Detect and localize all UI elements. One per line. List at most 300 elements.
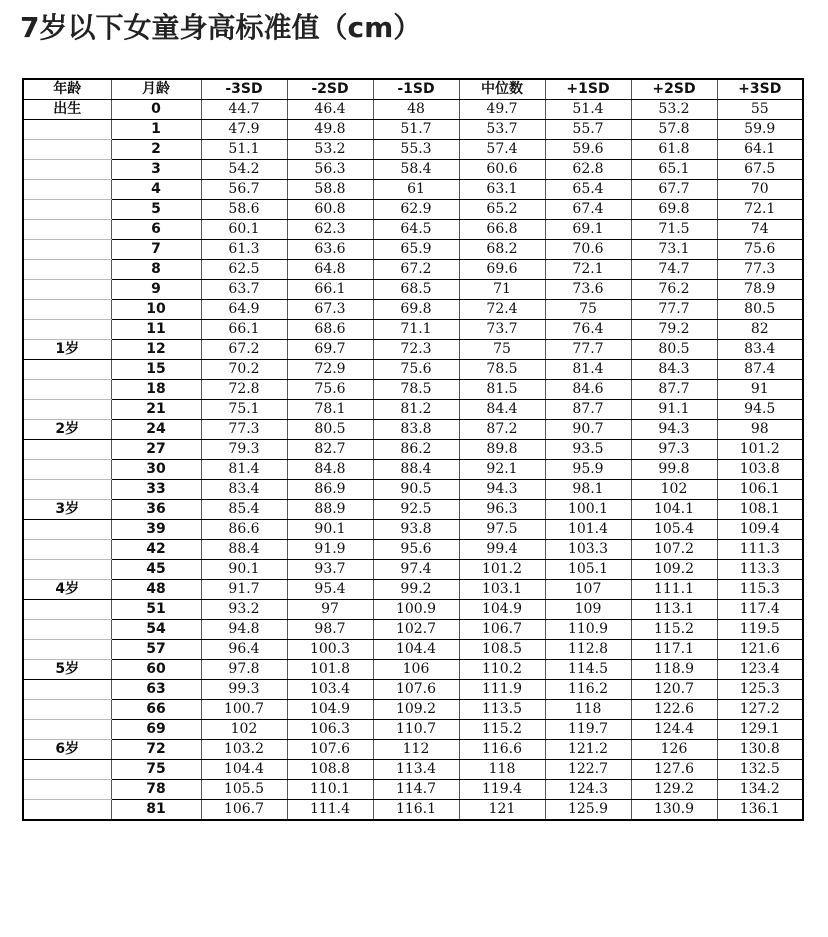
month-cell: 11 [111,320,201,340]
minus2sd-cell: 75.6 [287,380,373,400]
table-row [23,460,803,480]
minus1sd-cell: 102.7 [373,620,459,640]
plus1sd-cell: 125.9 [545,800,631,821]
minus3sd-cell: 44.7 [201,100,287,120]
plus1sd-cell: 70.6 [545,240,631,260]
table-row [23,800,803,821]
month-cell: 45 [111,560,201,580]
plus3sd-cell: 78.9 [717,280,803,300]
plus2sd-cell: 102 [631,480,717,500]
plus1sd-cell: 101.4 [545,520,631,540]
plus3sd-cell: 108.1 [717,500,803,520]
minus3sd-cell: 58.6 [201,200,287,220]
plus3sd-cell: 127.2 [717,700,803,720]
median-cell: 121 [459,800,545,821]
minus3sd-cell: 62.5 [201,260,287,280]
plus2sd-cell: 120.7 [631,680,717,700]
minus3sd-cell: 72.8 [201,380,287,400]
table-row [23,540,803,560]
minus3sd-cell: 66.1 [201,320,287,340]
minus3sd-cell: 93.2 [201,600,287,620]
table-row [23,500,803,520]
header-plus1sd: +1SD [545,79,631,100]
median-cell: 68.2 [459,240,545,260]
minus3sd-cell: 77.3 [201,420,287,440]
minus3sd-cell: 63.7 [201,280,287,300]
age-cell [23,540,111,560]
plus3sd-cell: 119.5 [717,620,803,640]
table-row [23,100,803,120]
plus3sd-cell: 59.9 [717,120,803,140]
plus1sd-cell: 87.7 [545,400,631,420]
minus1sd-cell: 113.4 [373,760,459,780]
month-cell: 33 [111,480,201,500]
age-cell [23,480,111,500]
minus2sd-cell: 88.9 [287,500,373,520]
age-cell [23,320,111,340]
table-row [23,180,803,200]
plus2sd-cell: 115.2 [631,620,717,640]
minus2sd-cell: 101.8 [287,660,373,680]
month-cell: 6 [111,220,201,240]
age-cell [23,600,111,620]
minus1sd-cell: 48 [373,100,459,120]
median-cell: 87.2 [459,420,545,440]
minus2sd-cell: 62.3 [287,220,373,240]
minus2sd-cell: 95.4 [287,580,373,600]
month-cell: 75 [111,760,201,780]
minus1sd-cell: 95.6 [373,540,459,560]
minus1sd-cell: 104.4 [373,640,459,660]
plus2sd-cell: 61.8 [631,140,717,160]
plus1sd-cell: 95.9 [545,460,631,480]
month-cell: 69 [111,720,201,740]
median-cell: 108.5 [459,640,545,660]
month-cell: 7 [111,240,201,260]
header-plus3sd: +3SD [717,79,803,100]
age-cell [23,360,111,380]
minus2sd-cell: 80.5 [287,420,373,440]
minus2sd-cell: 108.8 [287,760,373,780]
plus1sd-cell: 110.9 [545,620,631,640]
median-cell: 57.4 [459,140,545,160]
minus3sd-cell: 94.8 [201,620,287,640]
plus2sd-cell: 122.6 [631,700,717,720]
minus2sd-cell: 90.1 [287,520,373,540]
table-row [23,560,803,580]
table-row [23,360,803,380]
age-cell [23,260,111,280]
minus1sd-cell: 65.9 [373,240,459,260]
table-row [23,720,803,740]
age-cell [23,120,111,140]
age-cell: 出生 [23,100,111,120]
minus1sd-cell: 93.8 [373,520,459,540]
plus1sd-cell: 124.3 [545,780,631,800]
plus1sd-cell: 105.1 [545,560,631,580]
plus3sd-cell: 87.4 [717,360,803,380]
plus1sd-cell: 81.4 [545,360,631,380]
plus1sd-cell: 72.1 [545,260,631,280]
minus1sd-cell: 109.2 [373,700,459,720]
month-cell: 8 [111,260,201,280]
minus2sd-cell: 91.9 [287,540,373,560]
plus2sd-cell: 65.1 [631,160,717,180]
median-cell: 72.4 [459,300,545,320]
month-cell: 72 [111,740,201,760]
month-cell: 66 [111,700,201,720]
plus1sd-cell: 77.7 [545,340,631,360]
minus3sd-cell: 99.3 [201,680,287,700]
plus3sd-cell: 109.4 [717,520,803,540]
plus1sd-cell: 112.8 [545,640,631,660]
age-cell: 6岁 [23,740,111,760]
table-row [23,420,803,440]
minus1sd-cell: 55.3 [373,140,459,160]
minus1sd-cell: 72.3 [373,340,459,360]
plus2sd-cell: 97.3 [631,440,717,460]
table-row [23,440,803,460]
plus3sd-cell: 129.1 [717,720,803,740]
month-cell: 54 [111,620,201,640]
month-cell: 60 [111,660,201,680]
header-minus1sd: -1SD [373,79,459,100]
table-row [23,120,803,140]
plus2sd-cell: 67.7 [631,180,717,200]
median-cell: 69.6 [459,260,545,280]
month-cell: 24 [111,420,201,440]
minus3sd-cell: 86.6 [201,520,287,540]
minus2sd-cell: 60.8 [287,200,373,220]
minus2sd-cell: 107.6 [287,740,373,760]
minus3sd-cell: 83.4 [201,480,287,500]
plus1sd-cell: 118 [545,700,631,720]
minus2sd-cell: 110.1 [287,780,373,800]
minus2sd-cell: 69.7 [287,340,373,360]
plus2sd-cell: 76.2 [631,280,717,300]
plus3sd-cell: 111.3 [717,540,803,560]
minus3sd-cell: 81.4 [201,460,287,480]
minus3sd-cell: 56.7 [201,180,287,200]
header-median: 中位数 [459,79,545,100]
minus2sd-cell: 72.9 [287,360,373,380]
median-cell: 110.2 [459,660,545,680]
median-cell: 78.5 [459,360,545,380]
minus1sd-cell: 110.7 [373,720,459,740]
plus3sd-cell: 113.3 [717,560,803,580]
age-cell [23,680,111,700]
plus2sd-cell: 84.3 [631,360,717,380]
plus3sd-cell: 82 [717,320,803,340]
table-row [23,340,803,360]
minus1sd-cell: 78.5 [373,380,459,400]
median-cell: 71 [459,280,545,300]
median-cell: 101.2 [459,560,545,580]
plus1sd-cell: 62.8 [545,160,631,180]
minus3sd-cell: 100.7 [201,700,287,720]
table-row [23,740,803,760]
plus1sd-cell: 122.7 [545,760,631,780]
plus1sd-cell: 69.1 [545,220,631,240]
plus2sd-cell: 117.1 [631,640,717,660]
age-cell [23,280,111,300]
minus2sd-cell: 82.7 [287,440,373,460]
minus2sd-cell: 63.6 [287,240,373,260]
minus2sd-cell: 46.4 [287,100,373,120]
table-row [23,380,803,400]
plus1sd-cell: 51.4 [545,100,631,120]
minus1sd-cell: 107.6 [373,680,459,700]
minus1sd-cell: 67.2 [373,260,459,280]
age-cell [23,440,111,460]
month-cell: 15 [111,360,201,380]
minus1sd-cell: 100.9 [373,600,459,620]
median-cell: 113.5 [459,700,545,720]
minus1sd-cell: 81.2 [373,400,459,420]
plus3sd-cell: 80.5 [717,300,803,320]
minus3sd-cell: 51.1 [201,140,287,160]
table-row [23,140,803,160]
age-cell [23,720,111,740]
month-cell: 4 [111,180,201,200]
month-cell: 3 [111,160,201,180]
month-cell: 81 [111,800,201,821]
minus1sd-cell: 99.2 [373,580,459,600]
table-row [23,700,803,720]
plus3sd-cell: 75.6 [717,240,803,260]
age-cell [23,300,111,320]
plus1sd-cell: 73.6 [545,280,631,300]
minus3sd-cell: 88.4 [201,540,287,560]
minus1sd-cell: 112 [373,740,459,760]
minus1sd-cell: 90.5 [373,480,459,500]
month-cell: 21 [111,400,201,420]
median-cell: 65.2 [459,200,545,220]
month-cell: 63 [111,680,201,700]
minus2sd-cell: 56.3 [287,160,373,180]
age-cell [23,760,111,780]
median-cell: 53.7 [459,120,545,140]
plus1sd-cell: 100.1 [545,500,631,520]
month-cell: 27 [111,440,201,460]
minus1sd-cell: 97.4 [373,560,459,580]
plus2sd-cell: 107.2 [631,540,717,560]
minus2sd-cell: 78.1 [287,400,373,420]
plus1sd-cell: 114.5 [545,660,631,680]
minus1sd-cell: 58.4 [373,160,459,180]
median-cell: 94.3 [459,480,545,500]
minus3sd-cell: 61.3 [201,240,287,260]
median-cell: 118 [459,760,545,780]
minus1sd-cell: 116.1 [373,800,459,821]
minus3sd-cell: 96.4 [201,640,287,660]
plus2sd-cell: 105.4 [631,520,717,540]
age-cell [23,620,111,640]
plus2sd-cell: 73.1 [631,240,717,260]
plus3sd-cell: 123.4 [717,660,803,680]
month-cell: 78 [111,780,201,800]
age-cell: 2岁 [23,420,111,440]
minus2sd-cell: 49.8 [287,120,373,140]
plus2sd-cell: 124.4 [631,720,717,740]
median-cell: 97.5 [459,520,545,540]
minus1sd-cell: 75.6 [373,360,459,380]
minus3sd-cell: 90.1 [201,560,287,580]
plus2sd-cell: 71.5 [631,220,717,240]
table-row [23,320,803,340]
table-row [23,620,803,640]
minus2sd-cell: 97 [287,600,373,620]
median-cell: 49.7 [459,100,545,120]
minus1sd-cell: 61 [373,180,459,200]
month-cell: 39 [111,520,201,540]
plus3sd-cell: 83.4 [717,340,803,360]
plus1sd-cell: 76.4 [545,320,631,340]
header-plus2sd: +2SD [631,79,717,100]
plus2sd-cell: 109.2 [631,560,717,580]
plus1sd-cell: 65.4 [545,180,631,200]
plus1sd-cell: 67.4 [545,200,631,220]
plus3sd-cell: 67.5 [717,160,803,180]
plus2sd-cell: 69.8 [631,200,717,220]
month-cell: 2 [111,140,201,160]
month-cell: 36 [111,500,201,520]
table-row [23,580,803,600]
table-row [23,520,803,540]
table-row [23,640,803,660]
minus2sd-cell: 67.3 [287,300,373,320]
minus2sd-cell: 68.6 [287,320,373,340]
minus3sd-cell: 85.4 [201,500,287,520]
month-cell: 18 [111,380,201,400]
plus1sd-cell: 103.3 [545,540,631,560]
age-cell [23,380,111,400]
table-row [23,260,803,280]
table-row [23,220,803,240]
month-cell: 57 [111,640,201,660]
plus3sd-cell: 103.8 [717,460,803,480]
minus1sd-cell: 83.8 [373,420,459,440]
minus2sd-cell: 58.8 [287,180,373,200]
plus3sd-cell: 91 [717,380,803,400]
table-row [23,400,803,420]
age-cell [23,700,111,720]
median-cell: 115.2 [459,720,545,740]
age-cell [23,220,111,240]
minus2sd-cell: 104.9 [287,700,373,720]
plus3sd-cell: 130.8 [717,740,803,760]
plus2sd-cell: 111.1 [631,580,717,600]
table-row [23,760,803,780]
minus2sd-cell: 98.7 [287,620,373,640]
median-cell: 89.8 [459,440,545,460]
age-cell [23,400,111,420]
plus3sd-cell: 134.2 [717,780,803,800]
plus3sd-cell: 121.6 [717,640,803,660]
age-cell [23,560,111,580]
plus2sd-cell: 94.3 [631,420,717,440]
median-cell: 96.3 [459,500,545,520]
plus1sd-cell: 116.2 [545,680,631,700]
median-cell: 63.1 [459,180,545,200]
minus2sd-cell: 84.8 [287,460,373,480]
minus1sd-cell: 88.4 [373,460,459,480]
plus2sd-cell: 57.8 [631,120,717,140]
minus3sd-cell: 47.9 [201,120,287,140]
minus2sd-cell: 106.3 [287,720,373,740]
plus2sd-cell: 113.1 [631,600,717,620]
median-cell: 119.4 [459,780,545,800]
plus3sd-cell: 106.1 [717,480,803,500]
minus1sd-cell: 92.5 [373,500,459,520]
minus3sd-cell: 103.2 [201,740,287,760]
plus2sd-cell: 87.7 [631,380,717,400]
age-cell [23,800,111,821]
table-row [23,780,803,800]
age-cell [23,180,111,200]
minus1sd-cell: 51.7 [373,120,459,140]
plus3sd-cell: 64.1 [717,140,803,160]
age-cell [23,640,111,660]
month-cell: 1 [111,120,201,140]
minus3sd-cell: 79.3 [201,440,287,460]
age-cell [23,160,111,180]
plus1sd-cell: 59.6 [545,140,631,160]
age-cell: 4岁 [23,580,111,600]
minus3sd-cell: 97.8 [201,660,287,680]
table-row [23,240,803,260]
plus2sd-cell: 79.2 [631,320,717,340]
age-cell [23,460,111,480]
minus3sd-cell: 105.5 [201,780,287,800]
plus3sd-cell: 77.3 [717,260,803,280]
median-cell: 66.8 [459,220,545,240]
minus3sd-cell: 104.4 [201,760,287,780]
plus2sd-cell: 53.2 [631,100,717,120]
table-row [23,680,803,700]
median-cell: 81.5 [459,380,545,400]
minus1sd-cell: 71.1 [373,320,459,340]
minus3sd-cell: 67.2 [201,340,287,360]
plus3sd-cell: 55 [717,100,803,120]
minus3sd-cell: 75.1 [201,400,287,420]
age-cell [23,140,111,160]
minus3sd-cell: 106.7 [201,800,287,821]
plus2sd-cell: 99.8 [631,460,717,480]
median-cell: 103.1 [459,580,545,600]
table-row [23,600,803,620]
plus1sd-cell: 119.7 [545,720,631,740]
plus3sd-cell: 101.2 [717,440,803,460]
month-cell: 42 [111,540,201,560]
median-cell: 92.1 [459,460,545,480]
median-cell: 99.4 [459,540,545,560]
table-row [23,280,803,300]
month-cell: 48 [111,580,201,600]
median-cell: 116.6 [459,740,545,760]
median-cell: 104.9 [459,600,545,620]
median-cell: 75 [459,340,545,360]
median-cell: 111.9 [459,680,545,700]
median-cell: 84.4 [459,400,545,420]
table-header-row [23,79,803,100]
minus3sd-cell: 102 [201,720,287,740]
minus1sd-cell: 62.9 [373,200,459,220]
plus1sd-cell: 109 [545,600,631,620]
page-title: 7岁以下女童身高标准值（cm） [20,11,422,44]
plus1sd-cell: 93.5 [545,440,631,460]
plus2sd-cell: 104.1 [631,500,717,520]
